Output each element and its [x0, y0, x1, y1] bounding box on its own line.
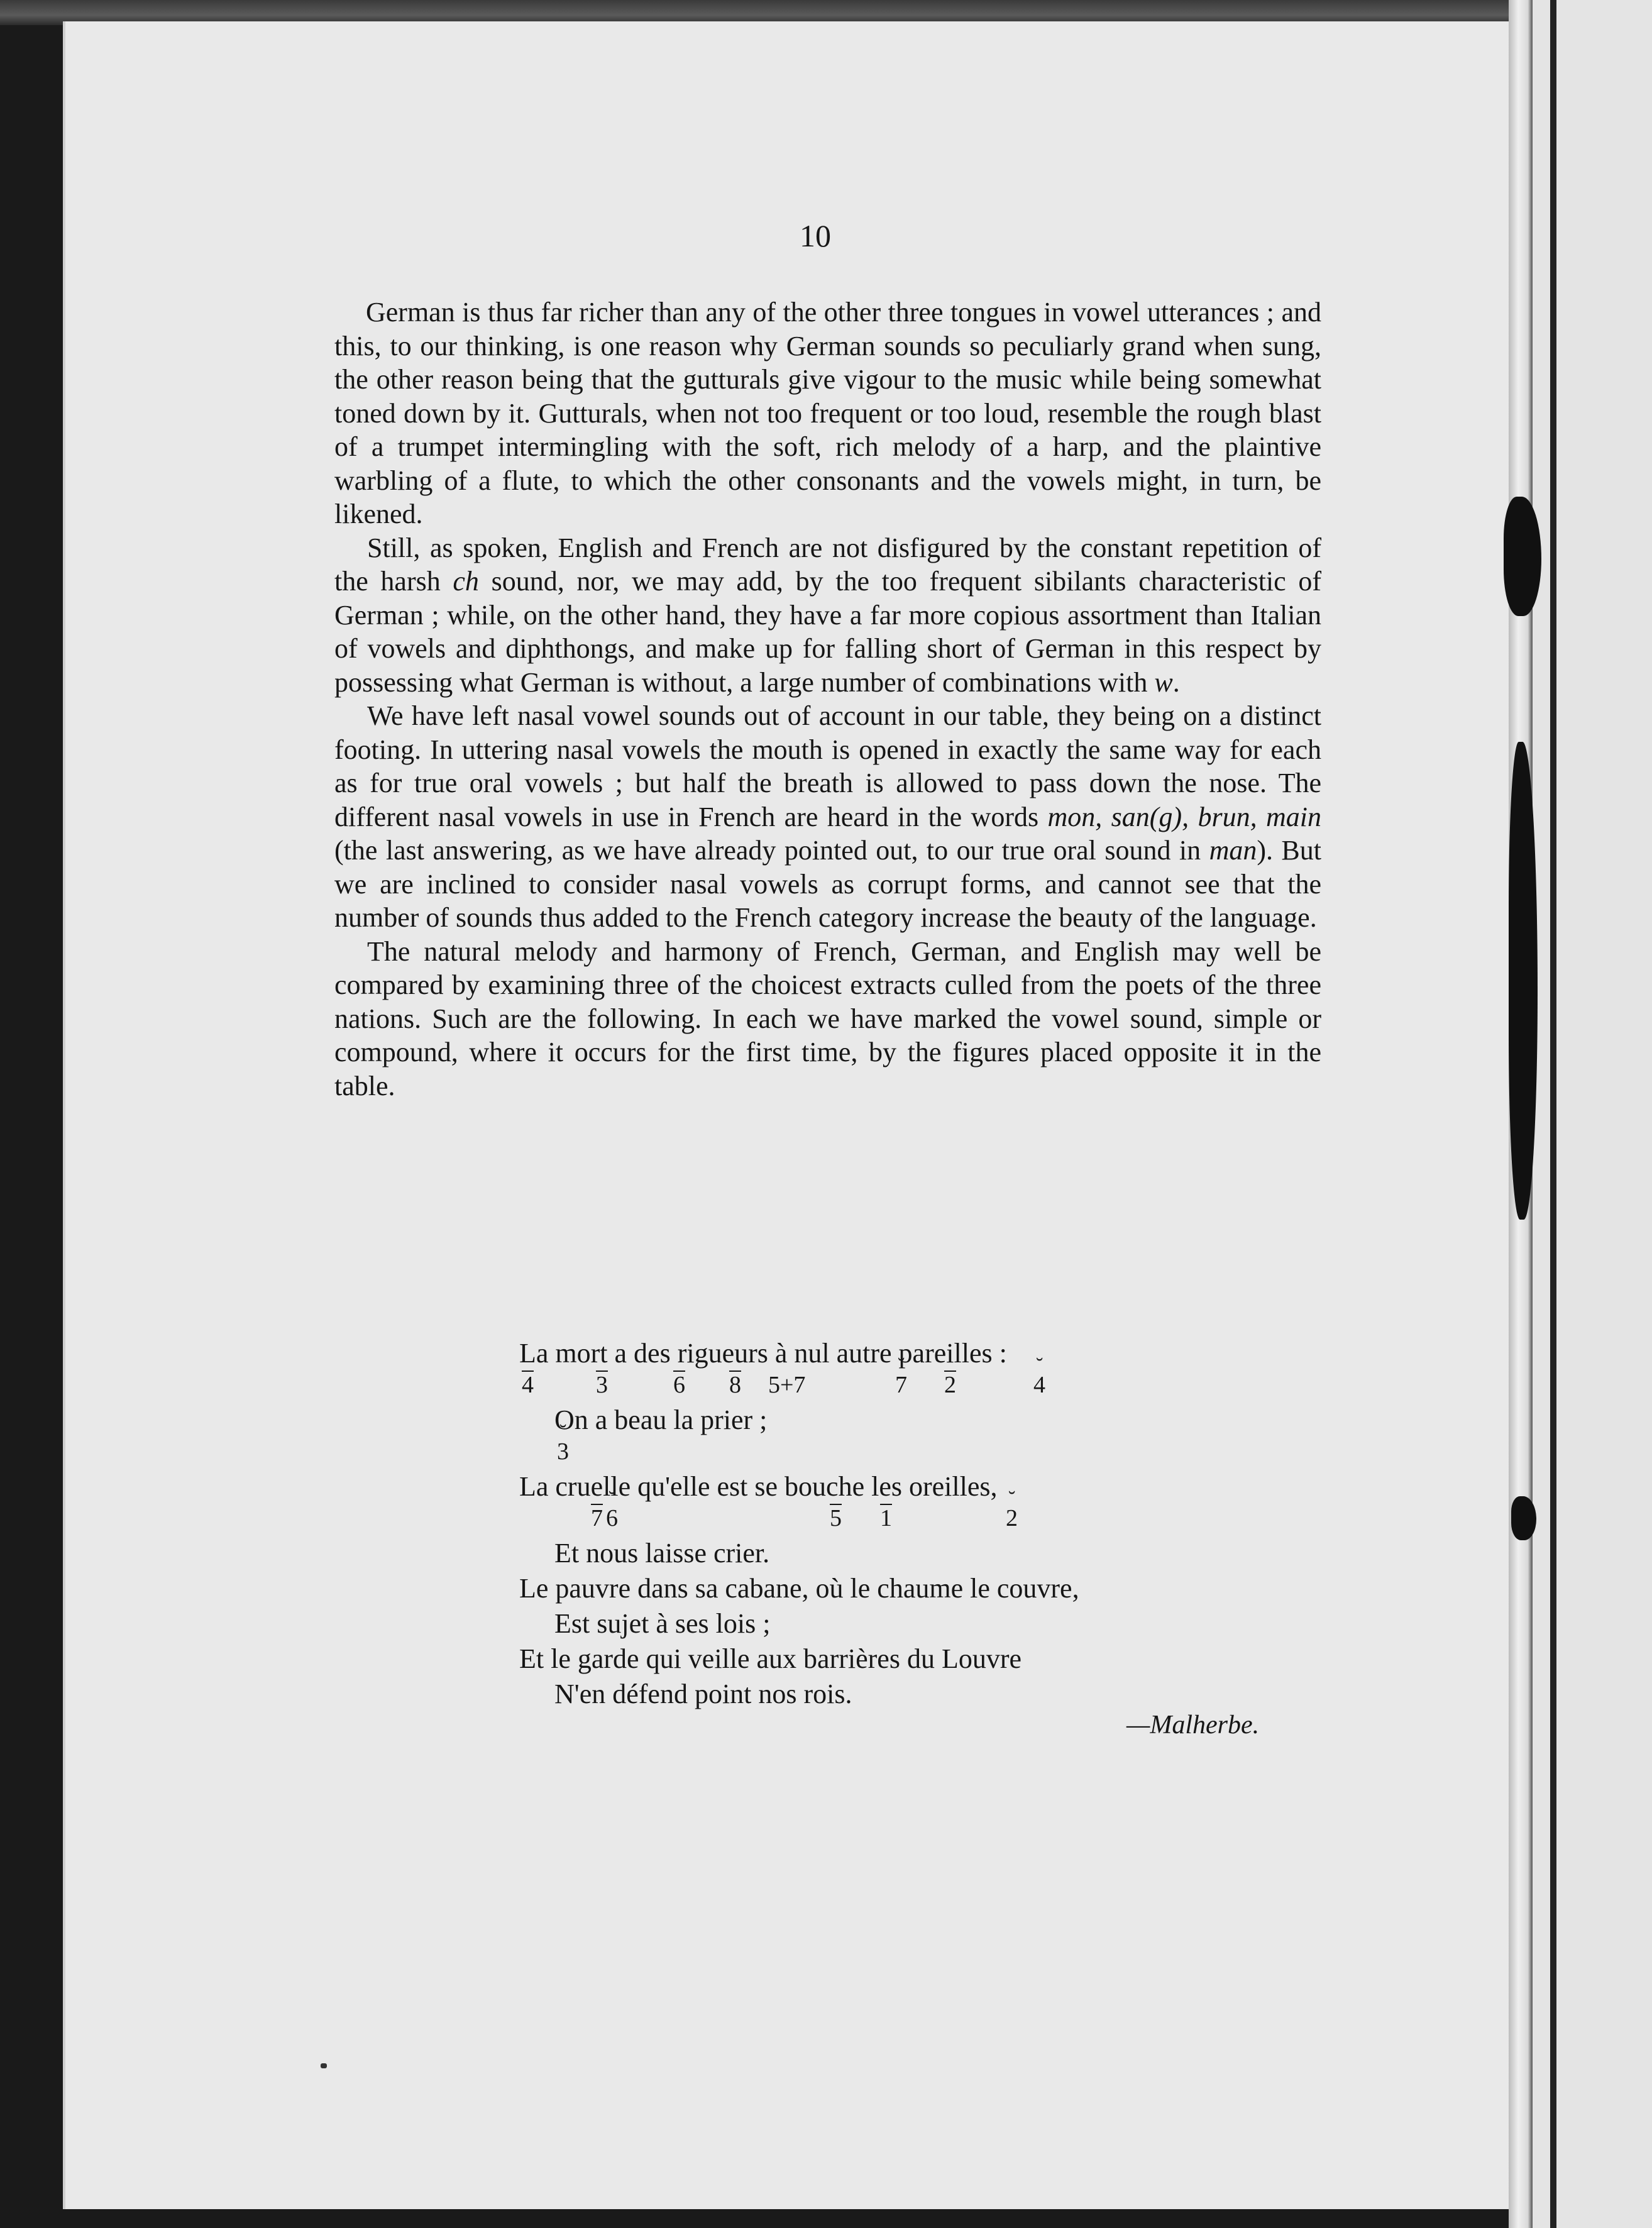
vowel-mark: ˘ 4: [1033, 1369, 1045, 1401]
text-run: ). But we are inclined to consider nasal vowels as corrupt forms, and cannot see that the number of sounds thus added to the French category increase the beauty of the language.: [334, 835, 1322, 933]
text-run: (the last answering, as we have already pointed out, to our true oral sound in: [334, 835, 1209, 866]
vowel-mark: 2: [944, 1372, 956, 1398]
poem-line: On a beau la prier ;: [554, 1404, 768, 1435]
vowel-mark: 4: [522, 1372, 534, 1398]
vowel-mark: ˘ 7: [895, 1369, 907, 1401]
italic-run: ch: [453, 566, 479, 597]
poem-line: N'en défend point nos rois.: [554, 1679, 852, 1709]
page-number: 10: [800, 218, 831, 253]
poem-extract: [519, 1338, 1336, 1710]
vowel-mark: 8: [729, 1372, 741, 1398]
italic-run: mon, san(g), brun, main: [1047, 801, 1321, 832]
vowel-mark: 6: [673, 1372, 685, 1398]
vowel-mark: ˘ 6: [606, 1503, 618, 1534]
vowel-mark: 3: [596, 1372, 608, 1398]
body-text: [334, 295, 1321, 1103]
vowel-mark: ˘ 3: [557, 1436, 569, 1467]
text-run: German is thus far richer than any of the other three tongues in vowel utterances ; and this, to our thinking, is one reason why German sounds so peculiarly grand when sung, the other reason being that the gutturals give vigour to the music while being somewhat toned down by it. Gutturals, when not too frequent or too loud, resemble the rough blast of a trumpet intermingling with the soft, rich melody of a harp, and the plaintive warbling of a flute, to which the other consonants and the vowels might, in turn, be likened.: [334, 297, 1321, 529]
poem-line: La mort a des rigueurs à nul autre pareilles :: [519, 1338, 1007, 1369]
poem-attribution: —Malherbe.: [1126, 1711, 1260, 1740]
poem-line: La cruelle qu'elle est se bouche les oreilles,: [519, 1471, 998, 1502]
text-run: We have left nasal vowel sounds out of account in our table, they being on a distinct footing. In uttering nasal vowels the mouth is opened in exactly the same way for each as for true oral vowels ; but half the breath is allowed to pass down the nose. The different nasal vowels in use in French are heard in the words: [334, 700, 1321, 832]
vowel-mark: 5+7: [768, 1372, 806, 1398]
vowel-mark: 7: [591, 1505, 603, 1531]
italic-run: w: [1154, 666, 1173, 698]
vowel-marks: [519, 1503, 1336, 1538]
paragraph: [334, 935, 1321, 1103]
vowel-mark: 1: [880, 1505, 892, 1531]
vowel-mark: 5: [830, 1505, 842, 1531]
dust-speck: [321, 2063, 327, 2068]
vowel-marks: [519, 1436, 1336, 1471]
vowel-mark: ˘ 2: [1006, 1503, 1018, 1534]
text-run: Still, as spoken, English and French are not disfigured by the constant repetition of the harsh: [334, 532, 1321, 597]
binding-shadow: [1550, 0, 1556, 2228]
paragraph: [334, 699, 1321, 935]
text-run: sound, nor, we may add, by the too frequent sibilants characteristic of German ; while, on the other hand, they have a far more copious assortment than Italian of vowels and diphthongs, and make up for falling short of German in this respect by possessing what German is without, a large number of combinations with: [334, 566, 1321, 698]
paragraph: [334, 295, 1321, 531]
text-run: The natural melody and harmony of French, German, and English may well be compared by examining three of the choicest extracts culled from the poets of the three nations. Such are the following. In each we have marked the vowel sound, simple or compound, where it occurs for the first time, by the figures placed opposite it in the table.: [334, 935, 1321, 1101]
poem-line: Le pauvre dans sa cabane, où le chaume le couvre,: [519, 1573, 1079, 1604]
text-run: .: [1172, 666, 1180, 698]
vowel-marks: [519, 1369, 1336, 1404]
ink-blot: [1511, 1496, 1536, 1540]
poem-line: Et nous laisse crier.: [554, 1538, 770, 1569]
paragraph: [334, 531, 1321, 700]
poem-line: Est sujet à ses lois ;: [554, 1608, 771, 1639]
italic-run: man: [1209, 835, 1257, 866]
poem-line: Et le garde qui veille aux barrières du Louvre: [519, 1643, 1022, 1674]
